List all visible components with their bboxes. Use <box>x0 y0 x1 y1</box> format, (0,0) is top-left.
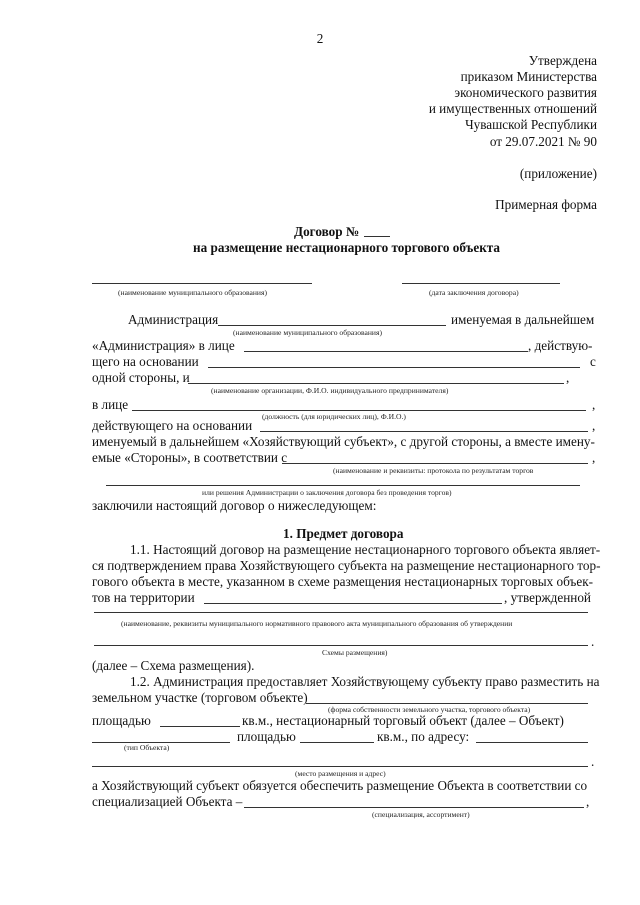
fill-line <box>282 463 588 464</box>
text: (далее – Схема размещения). <box>92 658 255 673</box>
text: , <box>566 370 570 385</box>
approval-line: Утверждена <box>528 53 597 68</box>
caption-municipality: (наименование муниципального образования) <box>118 288 267 297</box>
fill-line <box>204 603 502 604</box>
fill-line <box>208 367 580 368</box>
text: , <box>592 397 596 412</box>
appendix-label: (приложение) <box>519 166 597 181</box>
text: площадью <box>92 713 151 728</box>
approval-line: и имущественных отношений <box>428 101 597 116</box>
text: кв.м., нестационарный торговый объект (далее – Объект) <box>242 713 564 728</box>
text: . <box>591 754 595 769</box>
caption-land-ownership: (форма собственности земельного участка, торгового объекта) <box>328 705 531 714</box>
text: . <box>591 634 595 649</box>
text: в лице <box>92 397 129 412</box>
contract-subtitle: на размещение нестационарного торгового объекта <box>193 240 501 255</box>
fill-line <box>218 325 446 326</box>
text: а Хозяйствующий субъект обязуется обеспечить размещение Объекта в соответствии со <box>92 778 588 793</box>
text: , <box>592 418 596 433</box>
contract-title: Договор № <box>294 224 360 239</box>
fill-line <box>260 431 588 432</box>
text: 1.1. Настоящий договор на размещение нестационарного торгового объекта являет- <box>130 542 601 557</box>
caption-municipality-2: (наименование муниципального образования) <box>233 328 382 337</box>
fill-line <box>244 807 584 808</box>
fill-line <box>94 645 588 646</box>
fill-line <box>106 485 580 486</box>
caption-decision: или решения Администрации о заключения договора без проведения торгов) <box>202 488 452 497</box>
text: 1.2. Администрация предоставляет Хозяйствующему субъекту право разместить на <box>130 674 600 689</box>
text: именуемая в дальнейшем <box>451 312 595 327</box>
text: заключили настоящий договор о нижеследующем: <box>92 498 377 513</box>
fill-line <box>244 351 528 352</box>
text: площадью <box>237 729 296 744</box>
approval-line: приказом Министерства <box>460 69 597 84</box>
text: щего на основании <box>92 354 199 369</box>
text: , действую- <box>528 338 593 353</box>
caption-scheme: Схемы размещения) <box>322 648 388 657</box>
fill-line <box>188 383 564 384</box>
fill-line <box>94 612 588 613</box>
text: емые «Стороны», в соответствии с <box>92 450 288 465</box>
fill-line <box>160 726 240 727</box>
text: , <box>592 450 596 465</box>
approval-date: от 29.07.2021 № 90 <box>489 134 597 149</box>
text: тов на территории <box>92 590 195 605</box>
approval-line: экономического развития <box>454 85 597 100</box>
fill-line <box>132 410 586 411</box>
text: кв.м., по адресу: <box>377 729 470 744</box>
caption-object-type: (тип Объекта) <box>124 743 170 752</box>
approval-line: Чувашской Республики <box>465 117 597 132</box>
text: с <box>590 354 596 369</box>
caption-org-name: (наименование организации, Ф.И.О. индивидуального предпринимателя) <box>211 386 449 395</box>
page-number: 2 <box>316 31 324 46</box>
text: ся подтверждением права Хозяйствующего субъекта на размещение нестационарного тор- <box>92 558 601 573</box>
text: земельном участке (торговом объекте) <box>92 690 308 705</box>
caption-municipal-act: (наименование, реквизиты муниципального нормативного правового акта муниципального образования об утверждении <box>121 619 513 628</box>
text: специализацией Объекта – <box>92 794 243 809</box>
fill-line <box>476 742 588 743</box>
text: гового объекта в месте, указанном в схеме размещения нестационарных торговых объек- <box>92 574 593 589</box>
text: , утвержденной <box>504 590 591 605</box>
text: именуемый в дальнейшем «Хозяйствующий субъект», с другой стороны, а вместе имену- <box>92 434 595 449</box>
caption-date: (дата заключения договора) <box>429 288 519 297</box>
caption-protocol: (наименование и реквизиты: протокола по результатам торгов <box>333 466 534 475</box>
text: действующего на основании <box>92 418 253 433</box>
caption-location: (место размещения и адрес) <box>295 769 386 778</box>
fill-line <box>300 742 374 743</box>
municipality-line <box>92 283 312 284</box>
caption-position: (должность (для юридических лиц), Ф.И.О.) <box>262 412 406 421</box>
text: «Администрация» в лице <box>92 338 235 353</box>
date-line <box>402 283 560 284</box>
caption-specialization: (специализация, ассортимент) <box>372 810 470 819</box>
text: Администрация <box>128 312 219 327</box>
contract-number-line <box>364 236 390 237</box>
section-heading: 1. Предмет договора <box>283 526 404 541</box>
fill-line <box>92 766 588 767</box>
text: , <box>586 794 590 809</box>
text: одной стороны, и <box>92 370 190 385</box>
fill-line <box>306 703 588 704</box>
sample-form-label: Примерная форма <box>495 197 597 212</box>
